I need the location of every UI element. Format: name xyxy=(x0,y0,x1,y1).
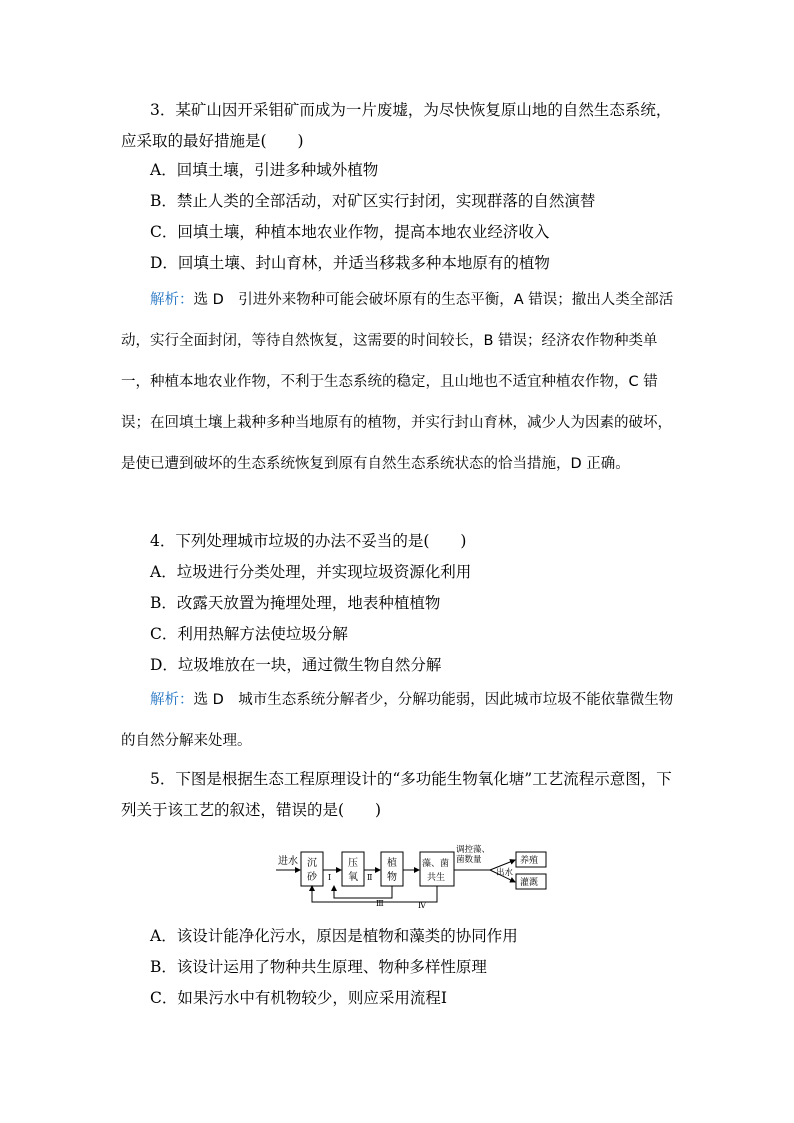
control-line2: 菌数量 xyxy=(456,855,482,865)
box-plants-line2: 物 xyxy=(387,872,397,883)
question-4-option-a: A．垃圾进行分类处理，并实现垃圾资源化利用 xyxy=(150,563,472,581)
flow-4-label: Ⅳ xyxy=(418,901,426,908)
box-plants-line1: 植 xyxy=(387,858,397,869)
question-4-option-d: D．垃圾堆放在一块，通过微生物自然分解 xyxy=(150,656,442,674)
question-3-option-d: D．回填土壤、封山育林，并适当移栽多种本地原有的植物 xyxy=(150,254,550,272)
flow-3-label: Ⅲ xyxy=(376,899,384,908)
analysis-text: 选 D 引进外来物种可能会破坏原有的生态平衡，A 错误；撤出人类全部活动，实行全面封闭，等待自然恢复，这需要的时间较长，B 错误；经济农作物种类单一，种植本地农业作物，不利于生态系统的稳定，且山地也不适宜种植农作物，C 错误；在回填土壤上栽种多种当地原有的植物，并实行封山育林，减少人为因素的破坏，是使已遭到破坏的生态系统恢复到原有自然生态系统状态的恰当措施，D 正确。 xyxy=(121,292,674,472)
flow-diagram xyxy=(270,842,552,908)
analysis-label: 解析： xyxy=(150,692,194,708)
box-algae-line1: 藻、菌 xyxy=(422,859,450,869)
question-3-option-b: B．禁止人类的全部活动，对矿区实行封闭，实现群落的自然演替 xyxy=(150,192,596,210)
box-algae-line2: 共生 xyxy=(427,873,446,883)
question-5-option-a: A．该设计能净化污水，原因是植物和藻类的协同作用 xyxy=(150,927,518,945)
question-4-analysis xyxy=(121,680,681,762)
outlet-label: 出水 xyxy=(496,868,514,878)
analysis-label: 解析： xyxy=(150,292,194,308)
question-4-option-b: B．改露天放置为掩埋处理，地表种植植物 xyxy=(150,594,441,612)
question-5-stem: 5．下图是根据生态工程原理设计的“多功能生物氧化塘”工艺流程示意图，下列关于该工艺的叙述，错误的是( ) xyxy=(121,770,672,819)
irrigation-label: 灌溉 xyxy=(520,878,539,888)
box-sediment-line1: 沉 xyxy=(307,858,317,869)
question-3-stem: 3．某矿山因开采钼矿而成为一片废墟，为尽快恢复原山地的自然生态系统，应采取的最好措施是( ) xyxy=(121,101,672,150)
box-anaerobic-line2: 氧 xyxy=(348,872,358,883)
box-sediment-line2: 砂 xyxy=(307,872,317,883)
question-3-option-a: A．回填土壤，引进多种域外植物 xyxy=(150,161,379,179)
flow-1-label: Ⅰ xyxy=(328,873,332,882)
loop-4 xyxy=(312,886,437,902)
question-5-option-c: C．如果污水中有机物较少，则应采用流程Ⅰ xyxy=(150,989,447,1007)
question-4-stem: 4．下列处理城市垃圾的办法不妥当的是( ) xyxy=(150,532,467,550)
flow-2-label: Ⅱ xyxy=(367,873,373,882)
inlet-label: 进水 xyxy=(278,856,298,867)
box-anaerobic-line1: 压 xyxy=(348,858,358,869)
aquaculture-label: 养殖 xyxy=(520,856,539,866)
question-3-analysis xyxy=(121,280,681,485)
question-3-option-c: C．回填土壤，种植本地农业作物，提高本地农业经济收入 xyxy=(150,223,550,241)
loop-3 xyxy=(334,886,392,898)
control-line1: 调控藻、 xyxy=(456,845,491,855)
question-5-option-b: B．该设计运用了物种共生原理、物种多样性原理 xyxy=(150,958,487,976)
question-4-option-c: C．利用热解方法使垃圾分解 xyxy=(150,625,348,643)
analysis-text: 选 D 城市生态系统分解者少，分解功能弱，因此城市垃圾不能依靠微生物的自然分解来处理。 xyxy=(121,692,674,749)
